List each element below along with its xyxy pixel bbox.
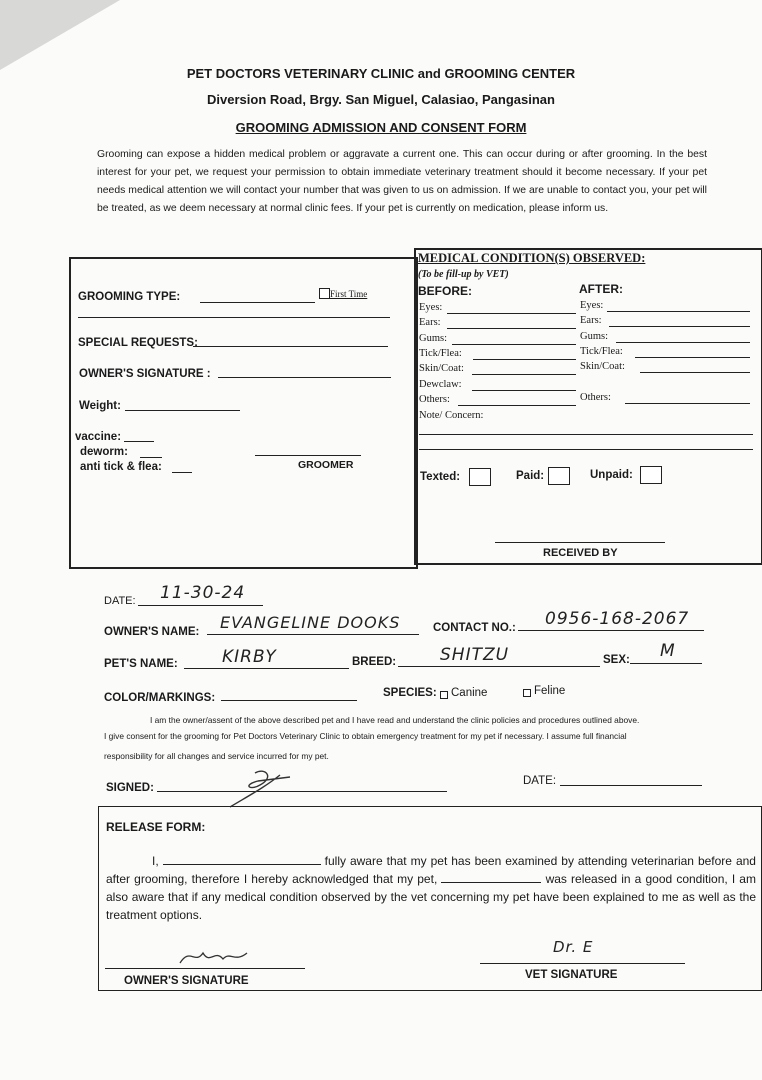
owner-sig-label: OWNER'S SIGNATURE	[124, 975, 249, 987]
before-item-line[interactable]	[472, 374, 576, 375]
vaccine-label: vaccine:	[75, 431, 122, 443]
color-line[interactable]	[221, 700, 357, 701]
received-by-label: RECEIVED BY	[543, 547, 618, 559]
clinic-name: PET DOCTORS VETERINARY CLINIC and GROOMING CENTER	[186, 66, 576, 81]
vet-signature-hand: Dr. E	[553, 938, 594, 956]
owner-signature-line[interactable]	[218, 377, 391, 378]
contact-value: 0956-168-2067	[545, 609, 690, 629]
date-value: 11-30-24	[160, 583, 246, 603]
species-label: SPECIES:	[383, 687, 437, 699]
consent-line-3: responsibility for all changes and service incurred for my pet.	[104, 751, 329, 761]
breed-value: SHITZU	[440, 645, 510, 665]
after-item-label: Gums:	[580, 331, 609, 342]
intro-paragraph: Grooming can expose a hidden medical problem or aggravate a current one. This can occur during or after grooming. In the best interest for your pet, we request your permission to obtain immediate veterinary treatment should it become necessary. If your pet needs medical attention we will contact your number that was given to us on admission. If we are unable to contact you, your pet will be treated, as we deem necessary at normal clinic fees. If your pet is currently on medication, please inform us.	[97, 149, 707, 214]
anti-tick-line[interactable]	[172, 472, 192, 473]
medical-subtitle: (To be fill-up by VET)	[418, 269, 509, 280]
groomer-line[interactable]	[255, 455, 361, 456]
owner-signature-scribble	[220, 765, 330, 810]
before-item-label: Others:	[419, 394, 450, 405]
release-owner-signature-scribble	[175, 945, 255, 970]
breed-line[interactable]	[398, 666, 600, 667]
release-paragraph	[106, 852, 756, 924]
owner-sig-line[interactable]	[105, 968, 305, 969]
first-time-checkbox[interactable]	[319, 288, 330, 299]
after-label: AFTER:	[579, 282, 623, 296]
texted-label: Texted:	[420, 471, 461, 483]
after-item-line[interactable]	[616, 342, 750, 343]
grooming-box	[69, 257, 418, 569]
before-item-label: Gums:	[419, 333, 448, 344]
canine-label: Canine	[451, 687, 488, 699]
signed-label: SIGNED:	[106, 782, 154, 794]
weight-label: Weight:	[79, 400, 121, 412]
after-item-label: Others:	[580, 392, 611, 403]
pet-name-value: KIRBY	[222, 647, 277, 667]
owner-name-value: EVANGELINE DOOKS	[220, 613, 401, 632]
after-item-label: Eyes:	[580, 300, 604, 311]
first-time-label: First Time	[330, 289, 368, 299]
color-label: COLOR/MARKINGS:	[104, 692, 216, 704]
note-label: Note/ Concern:	[419, 410, 484, 421]
before-item-label: Tick/Flea:	[419, 348, 462, 359]
consent-date-label: DATE:	[523, 775, 557, 787]
special-requests-label: SPECIAL REQUESTS:	[78, 337, 198, 349]
after-item-label: Tick/Flea:	[580, 346, 623, 357]
date-line[interactable]	[138, 605, 263, 606]
before-item-line[interactable]	[473, 359, 576, 360]
before-item-line[interactable]	[452, 344, 576, 345]
feline-checkbox[interactable]	[523, 689, 531, 697]
before-item-label: Skin/Coat:	[419, 363, 464, 374]
after-item-line[interactable]	[609, 326, 750, 327]
paper-fold	[0, 0, 120, 70]
before-item-line[interactable]	[447, 328, 576, 329]
release-name-line[interactable]	[163, 854, 321, 865]
grooming-type-label: GROOMING TYPE:	[78, 291, 181, 303]
consent-date-line[interactable]	[560, 785, 702, 786]
grooming-type-line-2[interactable]	[78, 317, 390, 318]
vaccine-line[interactable]	[124, 441, 154, 442]
vet-sig-label: VET SIGNATURE	[525, 969, 618, 981]
weight-line[interactable]	[125, 410, 240, 411]
unpaid-label: Unpaid:	[590, 469, 633, 481]
groomer-label: GROOMER	[298, 459, 354, 471]
release-pet-line[interactable]	[441, 872, 541, 883]
sex-line[interactable]	[630, 663, 702, 664]
grooming-type-line[interactable]	[200, 302, 315, 303]
paid-label: Paid:	[516, 470, 545, 482]
owner-signature-label: OWNER'S SIGNATURE :	[79, 368, 211, 380]
after-item-label: Skin/Coat:	[580, 361, 625, 372]
paid-checkbox[interactable]	[548, 467, 570, 485]
deworm-line[interactable]	[140, 457, 162, 458]
breed-label: BREED:	[352, 656, 397, 668]
consent-line-1: I am the owner/assent of the above described pet and I have read and understand the clinic policies and procedures outlined above.	[150, 715, 640, 725]
after-item-line[interactable]	[635, 357, 750, 358]
date-label: DATE:	[104, 595, 136, 607]
pet-name-label: PET'S NAME:	[104, 658, 178, 670]
release-text-a: I,	[152, 854, 159, 868]
sex-label: SEX:	[603, 654, 630, 666]
received-by-line[interactable]	[495, 542, 665, 543]
note-line-2[interactable]	[419, 449, 753, 450]
unpaid-checkbox[interactable]	[640, 466, 662, 484]
after-item-line[interactable]	[625, 403, 750, 404]
before-item-label: Ears:	[419, 317, 441, 328]
release-title: RELEASE FORM:	[106, 820, 206, 834]
pet-name-line[interactable]	[184, 668, 349, 669]
clinic-address: Diversion Road, Brgy. San Miguel, Calasiao, Pangasinan	[207, 92, 555, 107]
after-item-label: Ears:	[580, 315, 602, 326]
after-item-line[interactable]	[607, 311, 750, 312]
before-item-label: Dewclaw:	[419, 379, 462, 390]
before-item-line[interactable]	[472, 390, 576, 391]
release-text-c: was released in a good condition, I am also aware that if any medical condition observed by the vet concerning my pet have been explained to me as well as the treatment options.	[106, 872, 756, 922]
before-item-label: Eyes:	[419, 302, 443, 313]
form-title: GROOMING ADMISSION AND CONSENT FORM	[235, 120, 527, 135]
contact-label: CONTACT NO.:	[433, 622, 516, 634]
sex-value: M	[660, 641, 676, 661]
after-item-line[interactable]	[640, 372, 750, 373]
texted-checkbox[interactable]	[469, 468, 491, 486]
consent-line-2: I give consent for the grooming for Pet Doctors Veterinary Clinic to obtain emergency treatment for my pet if necessary. I assume full financial	[104, 731, 627, 741]
anti-tick-label: anti tick & flea:	[80, 461, 162, 473]
release-text-b: fully aware that my pet has been examined by attending veterinarian before and after grooming, therefore I hereby acknowledged that my pet,	[106, 854, 756, 886]
note-line-1[interactable]	[419, 434, 753, 435]
owner-name-line[interactable]	[207, 634, 419, 635]
feline-label: Feline	[534, 685, 566, 697]
medical-title: MEDICAL CONDITION(S) OBSERVED:	[418, 251, 646, 265]
before-item-line[interactable]	[447, 313, 576, 314]
owner-name-label: OWNER'S NAME:	[104, 626, 200, 638]
canine-checkbox[interactable]	[440, 691, 448, 699]
before-item-line[interactable]	[458, 405, 576, 406]
before-label: BEFORE:	[418, 284, 472, 298]
vet-sig-line[interactable]	[480, 963, 685, 964]
contact-line[interactable]	[518, 630, 704, 631]
special-requests-line[interactable]	[193, 346, 388, 347]
deworm-label: deworm:	[80, 446, 128, 458]
